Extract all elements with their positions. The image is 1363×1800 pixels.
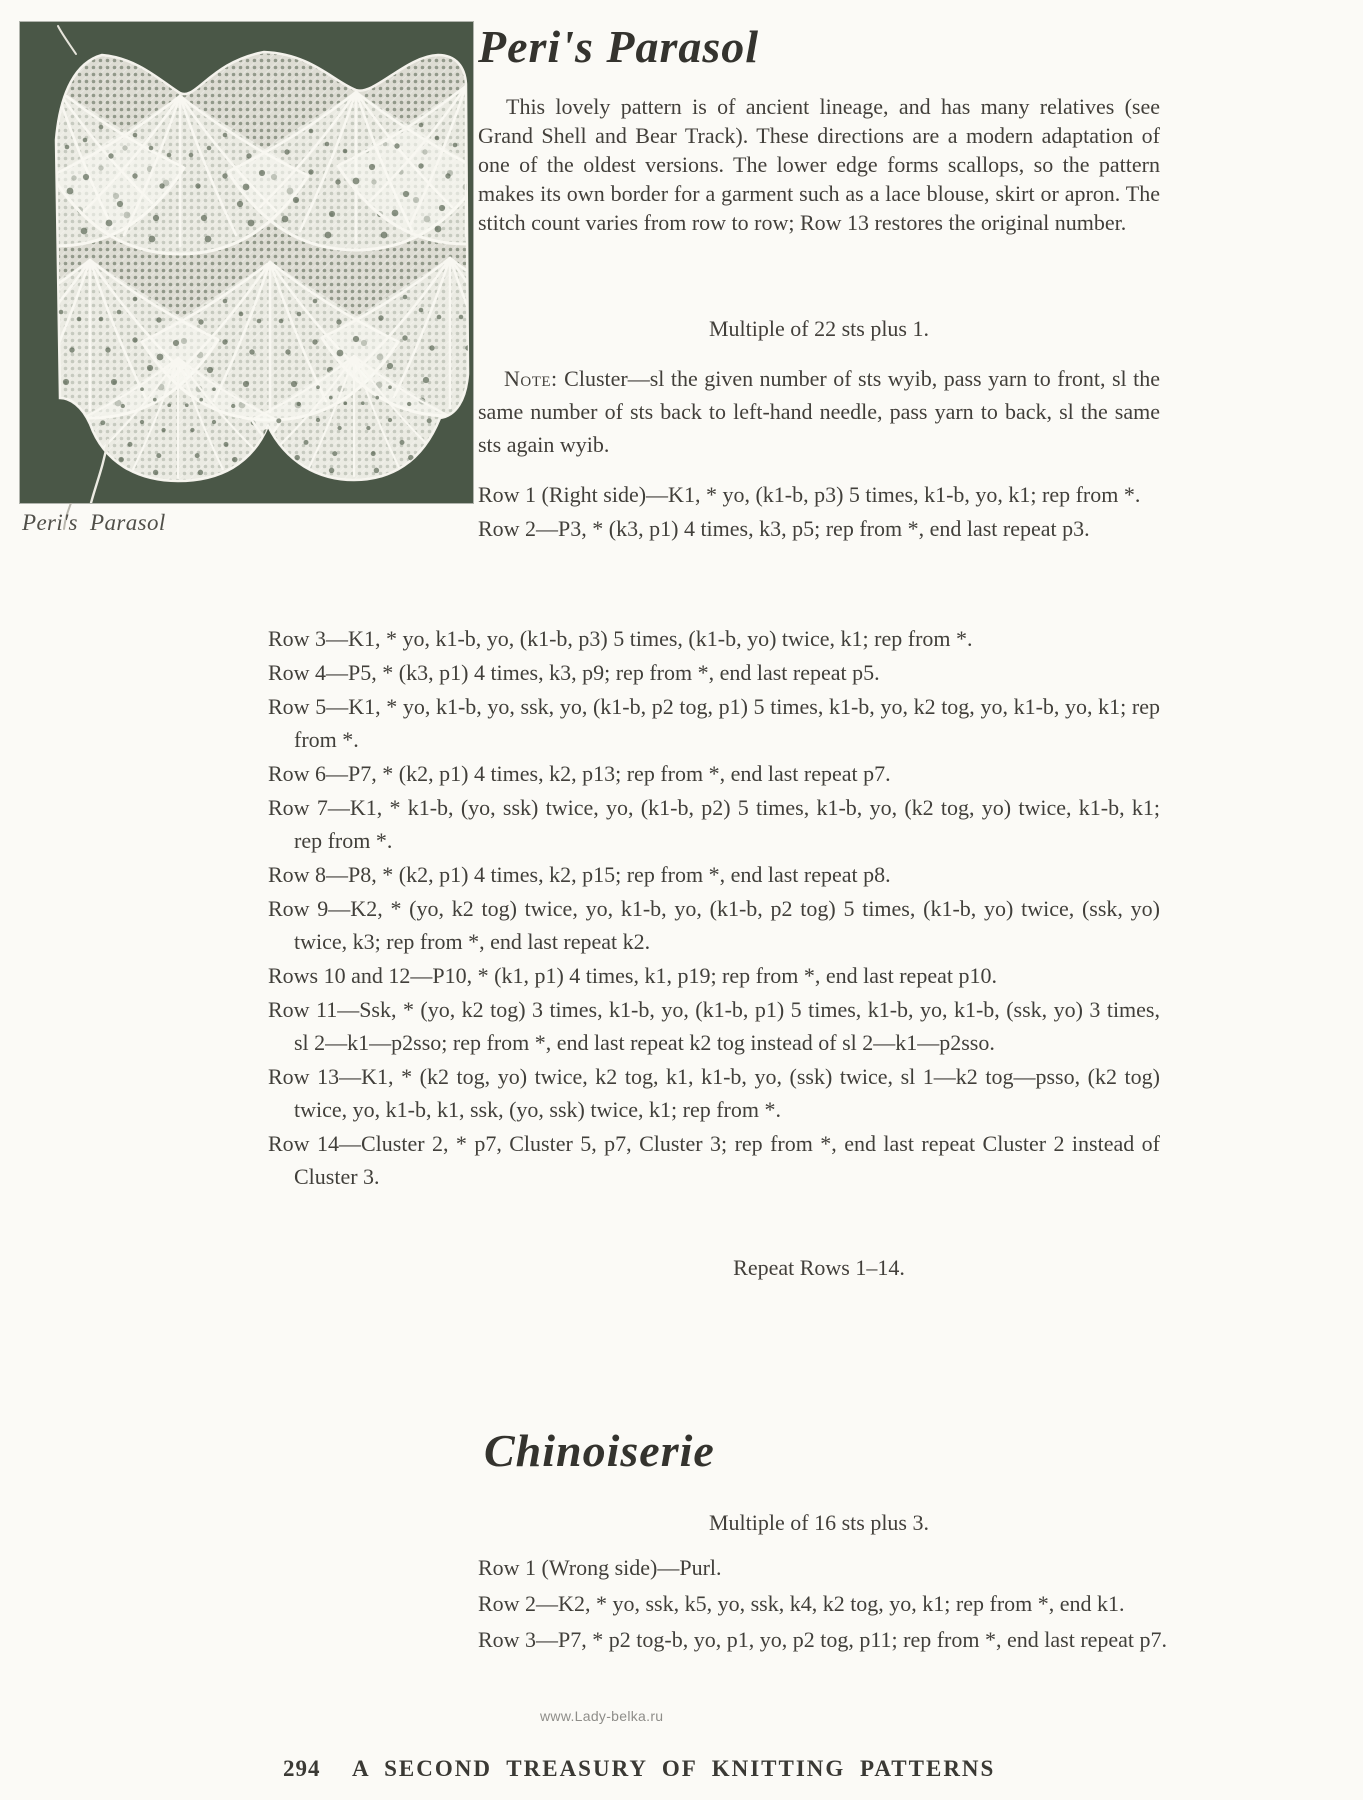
intro-paragraph: This lovely pattern is of ancient lineage, and has many relatives (see Grand Shell and Bear Track). These directions are a modern adaptation of one of the oldest versions. The lower edge forms scallops, so the pattern makes its own border for a garment such as a lace blouse, skirt or apron. The stitch count varies from row to row; Row 13 restores the original number.	[478, 94, 1160, 235]
section-title-peris-parasol: Peri's Parasol	[478, 21, 760, 72]
section-title-chinoiserie: Chinoiserie	[484, 1425, 715, 1476]
pattern-row: Row 3—K1, * yo, k1-b, yo, (k1-b, p3) 5 times, (k1-b, yo) twice, k1; rep from *.	[268, 626, 973, 651]
photo-caption: Peri's Parasol	[22, 510, 166, 535]
pattern-row: Row 7—K1, * k1-b, (yo, ssk) twice, yo, (k1-b, p2) 5 times, k1-b, yo, (k2 tog, yo) twice, k1-b, k1; rep from *.	[268, 795, 1160, 853]
pattern-row: Row 2—K2, * yo, ssk, k5, yo, ssk, k4, k2 tog, yo, k1; rep from *, end k1.	[478, 1591, 1125, 1616]
lace-swatch-illustration	[20, 22, 473, 503]
pattern-row: Row 2—P3, * (k3, p1) 4 times, k3, p5; rep from *, end last repeat p3.	[478, 516, 1090, 541]
pattern-row: Row 1 (Right side)—K1, * yo, (k1-b, p3) 5 times, k1-b, yo, k1; rep from *.	[478, 482, 1141, 507]
pattern-row: Row 1 (Wrong side)—Purl.	[478, 1555, 722, 1580]
pattern-row: Row 4—P5, * (k3, p1) 4 times, k3, p9; rep from *, end last repeat p5.	[268, 660, 880, 685]
pattern-row: Row 14—Cluster 2, * p7, Cluster 5, p7, Cluster 3; rep from *, end last repeat Cluster 2 instead of Cluster 3.	[268, 1131, 1160, 1189]
pattern-row: Rows 10 and 12—P10, * (k1, p1) 4 times, k1, p19; rep from *, end last repeat p10.	[268, 963, 997, 988]
watermark: www.Lady-belka.ru	[540, 1708, 664, 1724]
pattern-row: Row 9—K2, * (yo, k2 tog) twice, yo, k1-b, yo, (k1-b, p2 tog) 5 times, (k1-b, yo) twice, (ssk, yo) twice, k3; rep from *, end last repeat k2.	[268, 896, 1160, 954]
book-title: A SECOND TREASURY OF KNITTING PATTERNS	[352, 1756, 996, 1781]
note-label: Note:	[504, 366, 558, 391]
pattern-row: Row 6—P7, * (k2, p1) 4 times, k2, p13; rep from *, end last repeat p7.	[268, 761, 891, 786]
pattern-row: Row 3—P7, * p2 tog-b, yo, p1, yo, p2 tog, p11; rep from *, end last repeat p7.	[478, 1627, 1168, 1652]
rows-1-2	[478, 478, 1160, 546]
note-body: Cluster—sl the given number of sts wyib, pass yarn to front, sl the same number of sts back to left-hand needle, pass yarn to back, sl the same sts again wyib.	[478, 366, 1161, 457]
pattern-row: Row 8—P8, * (k2, p1) 4 times, k2, p15; rep from *, end last repeat p8.	[268, 862, 891, 887]
pattern-row: Row 5—K1, * yo, k1-b, yo, ssk, yo, (k1-b, p2 tog, p1) 5 times, k1-b, yo, k2 tog, yo, k1-b, yo, k1; rep from *.	[268, 694, 1160, 752]
page-number: 294	[283, 1756, 321, 1781]
pattern-row: Row 13—K1, * (k2 tog, yo) twice, k2 tog, k1, k1-b, yo, (ssk) twice, sl 1—k2 tog—psso, (k2 tog) twice, yo, k1-b, k1, ssk, (yo, ssk) twice, k1; rep from *.	[268, 1064, 1160, 1122]
stitch-multiple-chinoiserie: Multiple of 16 sts plus 3.	[708, 1510, 929, 1535]
pattern-photo	[20, 22, 473, 503]
pattern-row: Row 11—Ssk, * (yo, k2 tog) 3 times, k1-b, yo, (k1-b, p1) 5 times, k1-b, yo, k1-b, (ssk, yo) 3 times, sl 2—k1—p2sso; rep from *, end last repeat k2 tog instead of sl 2—k1—p2sso.	[268, 997, 1160, 1055]
stitch-multiple-peris-parasol: Multiple of 22 sts plus 1.	[708, 316, 929, 341]
chinoiserie-rows	[478, 1550, 1174, 1658]
rows-3-14	[268, 622, 1160, 1194]
repeat-instruction: Repeat Rows 1–14.	[733, 1255, 905, 1280]
note-paragraph	[478, 362, 1160, 461]
